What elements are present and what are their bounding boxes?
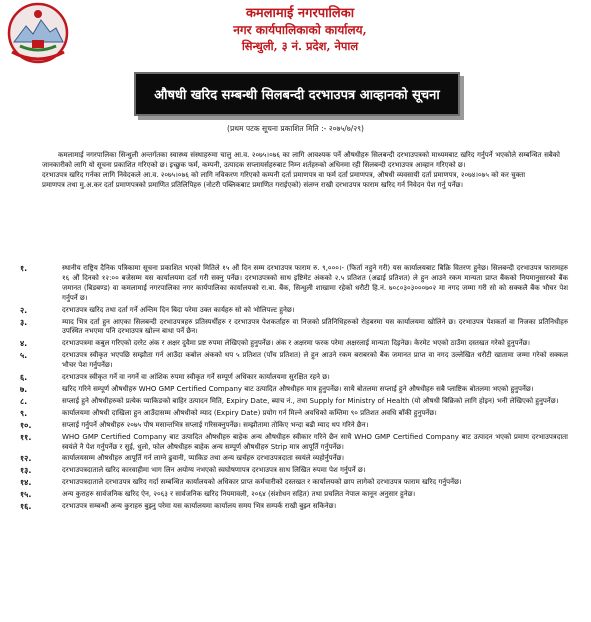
condition-text: स्थानीय राष्ट्रिय दैनिक पत्रिकामा सूचना प्रकाशित भएको मितिले १५ औं दिन सम्म दरभाउपत्र फाराम रु. ९,०००।- (फिर्ता नहुने गरी) यस कार्यालयबाट बिक्रि वितरण हुनेछ। सिलबन्दी दरभाउपत्र फारामहरु १६ औं दिनको १२:०० बजेसम्म यस कार्यालयमा दर्ता गरी सक्नु पर्नेछ। दरभाउपत्रको साथ इष्टिमेट अंकको २.५ प्रतिशत (अढाई प्रतिशत) ले हुन आउने रकम मान्यता प्राप्त बैंकको नियमानुसारको बैंक जमानत (बिडबण्ड) वा कमलामाई नगरपालिका नगर कार्यपालिका कार्यालयको रा.बा. बैंक, सिन्धुली शाखामा रहेको धरौटी हि.नं. ७०८०३०३०००७०२ मा नगद जम्मा गरी सो को सक्कलै बैंक भौचर पेश गर्नुपर्ने छ।	[62, 264, 568, 302]
condition-number: ७.	[20, 384, 28, 394]
condition-item	[20, 397, 568, 407]
condition-number: ४.	[20, 339, 28, 349]
condition-text: कार्यालयसम्म औषधीहरु आपूर्ति गर्न लाग्ने ढुवानी, प्याकिङ तथा अन्य खर्चहरु दरभाउपत्रदाता स्वयंले व्यहोर्नुपर्नेछ।	[62, 454, 345, 463]
condition-number: ८.	[20, 396, 28, 406]
condition-item	[20, 373, 568, 383]
condition-item	[20, 306, 568, 316]
condition-number: ११.	[20, 432, 32, 442]
condition-item	[20, 454, 568, 464]
notice-body	[42, 150, 560, 190]
condition-text: दरभाउपत्रदाताले खरिद कारवाहीमा भाग लिन अयोग्य नभएको स्वघोषणापत्र दरभाउपत्र साथ लिखित रुपमा पेश गर्नुपर्ने छ।	[62, 466, 366, 475]
condition-item	[20, 409, 568, 419]
intro-paragraph: कमलामाई नगरपालिका सिन्धुली अन्तर्गतका स्वास्थ्य संस्थाहरुमा चालु आ.व. २०७५।०७६ का लागि आवश्यक पर्ने औषधीहरु सिलबन्दी दरभाउपत्रको माध्यमबाट खरिद गर्नुपर्ने भएकोले सम्बन्धित सबैको जानकारीको लागि यो सूचना प्रकाशित गरिएको छ। इच्छुक फर्म, कम्पनी, उत्पादक सप्लायर्सहरुबाट निम्न शर्तहरुको अधिनमा रही सिलबन्दी दरभाउपत्र आव्हान गरिएको छ।	[42, 151, 560, 169]
condition-number: १२.	[20, 454, 32, 464]
municipality-name: कमलामाई नगरपालिका	[245, 6, 355, 21]
condition-text: अन्य कुराहरु सार्वजनिक खरिद ऐन, २०६३ र सार्वजनिक खरिद नियमावली, २०६४ (संशोधन सहित) तथा प्रचलित नेपाल कानून अनुसार हुनेछ।	[62, 490, 416, 499]
condition-text: दरभाउपत्र स्वीकृत गर्ने वा नगर्ने वा आंशिक रुपमा स्वीकृत गर्ने सम्पूर्ण अधिकार कार्यालयमा सुरक्षित रहने छ।	[62, 373, 330, 382]
condition-text: WHO GMP Certified Company बाट उत्पादित औषधीहरु बाहेक अन्य औषधीहरु स्वीकार गरिने छैन साथै WHO GMP Certified Company बाट उत्पादन भएको प्रमाण दरभाउपत्रदाता स्वयंले नै पेश गर्नुपर्नेछ र सुई, धुलो, फोल औषधीहरु बाहेक अन्य सम्पूर्ण औषधीहरु Strip मात्र आपूर्ति गर्नुपर्नेछ।	[62, 432, 568, 451]
condition-item	[20, 478, 568, 488]
condition-item	[20, 351, 568, 371]
condition-text: सप्लाई गर्नुपर्ने औषधीहरु २०७५ पौष मसान्तभित्र सप्लाई गरिसक्नुपर्नेछ। सम्झौतामा तोकिए भन्दा बढी म्याद थप गरिने छैन।	[62, 420, 369, 429]
condition-number: ९.	[20, 408, 28, 418]
condition-number: २.	[20, 305, 28, 315]
condition-text: दरभाउपत्रमा कबुल गरिएको दररेट अंक र अक्षर दुवैमा प्रष्ट रुपमा लेखिएको हुनुपर्नेछ। अंक र अक्षरमा फरक परेमा अक्षरलाई मान्यता दिइनेछ। केरमेट भएको ठाउँमा दस्तखत गरेको हुनुपर्नेछ।	[62, 339, 531, 348]
condition-number: ६.	[20, 373, 28, 383]
condition-text: दरभाउपत्रदाताले दरभाउपत्र खरिद गर्दा सम्बन्धित कार्यालयको अधिकार प्राप्त कर्मचारीको दस्तखत र कार्यालयको छाप लागेको दरभाउपत्र फाराम खरिद गर्नुपर्नेछ।	[62, 478, 462, 487]
publication-date: (प्रथम पटक सूचना प्रकाशित मिति :- २०७५/७/२९)	[227, 124, 364, 133]
office-address: सिन्धुली, ३ नं. प्रदेश, नेपाल	[241, 39, 359, 53]
notice-title: औषधी खरिद सम्बन्धी सिलबन्दी दरभाउपत्र आव्हानको सूचना	[134, 72, 460, 116]
condition-number: १०.	[20, 420, 32, 430]
letterhead	[0, 0, 591, 66]
condition-text: खरिद गरिने सम्पूर्ण औषधीहरु WHO GMP Certified Company बाट उत्पादित औषधीहरु मात्र हुनुपर्नेछ। साथै बोतलमा सप्लाई हुने औषधीहरु सबै प्लाष्टिक बोतलमा भएको हुनुपर्नेछ।	[62, 384, 534, 393]
condition-item	[20, 490, 568, 500]
condition-number: १३.	[20, 466, 32, 476]
condition-item	[20, 421, 568, 431]
office-heading	[90, 6, 510, 54]
condition-number: १.	[20, 264, 28, 273]
condition-text: दरभाउपत्र स्वीकृत भएपछि सम्झौता गर्न आउँदा कबोल अंकको थप ५ प्रतिशत (पाँच प्रतिशत) ले हुन आउने रकम बराबरको बैंक जमानत प्राप्त वा नगद उल्लेखित धरौटी खातामा जम्मा गरेको सक्कल भौचर पेश गर्नुपर्नेछ।	[62, 351, 568, 370]
condition-number: ३.	[20, 317, 28, 327]
condition-item	[20, 466, 568, 476]
office-name: नगर कार्यपालिकाको कार्यालय,	[233, 23, 367, 37]
condition-item	[20, 433, 568, 453]
conditions-list	[20, 264, 568, 514]
condition-text: दरभाउपत्र सम्बन्धी अन्य कुराहरु बुझ्नु परेमा यस कार्यालयमा कार्यालय समय भित्र सम्पर्क राखी बुझ्न सकिनेछ।	[62, 502, 337, 511]
condition-number: १५.	[20, 490, 32, 500]
condition-item	[20, 502, 568, 512]
condition-text: दरभाउपत्र खरिद तथा दर्ता गर्ने अन्तिम दिन बिदा परेमा उक्त कार्यहरु सो को भोलिपल्ट हुनेछ।	[62, 305, 295, 314]
requirements-paragraph-continued: प्रमाणपत्र तथा मु.अ.कर दर्ता प्रमाणपत्रको प्रमाणित प्रतिलिपिहरु (नोटरी पब्लिकबाट प्रमाणित गराईएको) संलग्न राखी दरभाउपत्र फाराम खरिद गर्न निवेदन पेश गर्नु पर्नेछ।	[42, 181, 464, 189]
nepal-emblem-icon	[6, 2, 70, 64]
condition-item	[20, 318, 568, 338]
condition-number: १४.	[20, 478, 32, 488]
condition-item	[20, 264, 568, 304]
condition-number: १६.	[20, 502, 32, 512]
condition-text: म्याद भित्र दर्ता हुन आएका सिलबन्दी दरभाउपत्रहरु प्रतिस्पर्धीहरु र दरभाउपत्र पेशकर्ताहरु वा निजको प्रतिनिधिहरुको रोहबरमा यस कार्यालयमा खोलिने छ। दरभाउपत्र पेशकर्ता वा निजका प्रतिनिधीहरु उपस्थित नभएमा पनि दरभाउपत्र खोल्न बाधा पर्ने छैन।	[62, 317, 568, 336]
condition-item	[20, 385, 568, 395]
condition-text: सप्लाई हुने औषधीहरुको प्रत्येक प्याकिङको बाहिर उत्पादन मिति, Expiry Date, ब्याच नं., तथा Supply for Ministry of Health (यो औषधी बिक्रिको लागि होइन) भनी लेखिएको हुनुपर्नेछ।	[62, 396, 559, 405]
condition-item	[20, 339, 568, 349]
condition-text: कार्यालयमा औषधी दाखिला हुन आउँदासम्म औषधीको म्याद (Expiry Date) प्रयोग गर्न मिल्ने अवधिको कम्तिमा ९० प्रतिशत अवधि बाँकी हुनुपर्नेछ।	[62, 408, 437, 417]
requirements-paragraph: दरभाउपत्र खरिद गर्नका लागि निवेदकले आ.व. २०७५।०७६ को लागि नविकरण गरिएको कम्पनी दर्ता प्रमाणपत्र वा फर्म दर्ता प्रमाणपत्र, औषधी व्यवसायी दर्ता प्रमाणपत्र, २०७४।०७५ को कर चुक्ता	[42, 171, 526, 179]
condition-number: ५.	[20, 351, 28, 361]
